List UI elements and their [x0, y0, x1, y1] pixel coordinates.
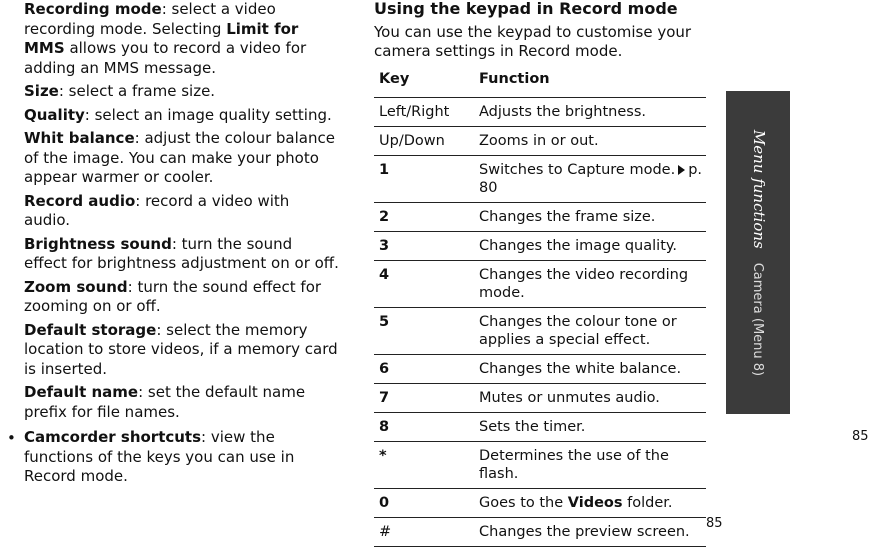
section-title: Using the keypad in Record mode: [374, 0, 678, 18]
key-cell: Up/Down: [374, 127, 479, 156]
bullet-term: Camcorder shortcuts: [24, 428, 202, 446]
function-text: Switches to Capture mode.: [479, 162, 676, 178]
option-term: Quality: [24, 105, 85, 124]
option-desc: : turn the sound effect for zooming on or off.: [24, 277, 322, 315]
option-term: Default name: [24, 383, 139, 401]
bullet-desc: : view the functions of the keys you can use in Record mode.: [24, 428, 295, 485]
table-row: [374, 355, 706, 384]
function-cell: Determines the use of the flash.: [479, 442, 706, 489]
key-cell: 7: [374, 384, 479, 413]
page-reference-arrow-icon: [678, 165, 685, 175]
page-number-footer: 85: [706, 516, 723, 531]
function-text: Goes to the: [479, 495, 568, 511]
option-term: Default storage: [24, 320, 157, 339]
side-tab-label: [749, 129, 767, 375]
function-cell: Changes the preview screen.: [479, 518, 706, 547]
table-row: [374, 442, 706, 489]
table-row: [374, 232, 706, 261]
option-term: Record audio: [24, 191, 136, 210]
option-recording-mode: [24, 0, 339, 78]
column-header-key: Key: [374, 69, 479, 98]
function-cell: Changes the frame size.: [479, 203, 706, 232]
option-strong: Limit for MMS: [24, 19, 299, 57]
table-row: [374, 127, 706, 156]
key-cell: *: [374, 442, 479, 489]
option-brightness-sound: [24, 235, 339, 274]
option-desc: : adjust the colour balance of the image. You can make your photo appear warmer or cooler.: [24, 129, 335, 186]
function-cell: Zooms in or out.: [479, 127, 706, 156]
table-row: [374, 413, 706, 442]
key-cell: 6: [374, 355, 479, 384]
key-cell: 2: [374, 203, 479, 232]
option-white-balance: [24, 129, 339, 188]
left-column: [24, 0, 339, 426]
column-header-function: Function: [479, 69, 706, 98]
option-desc: : select an image quality setting.: [84, 105, 332, 124]
function-cell: Adjusts the brightness.: [479, 98, 706, 127]
chapter-title: Menu functions: [750, 129, 768, 249]
option-desc: : record a video with audio.: [24, 191, 290, 229]
table-row: [374, 489, 706, 518]
function-cell: Changes the colour tone or applies a special effect.: [479, 308, 706, 355]
option-record-audio: [24, 192, 339, 231]
key-cell: 1: [374, 156, 479, 203]
function-cell: [479, 489, 706, 518]
option-term: Recording mode: [24, 0, 162, 18]
videos-folder-name: Videos: [567, 495, 623, 511]
option-desc: allows you to record a video for adding an MMS message.: [24, 39, 307, 77]
function-cell: [479, 156, 706, 203]
option-term: Zoom sound: [24, 277, 128, 296]
function-text: folder.: [622, 495, 673, 511]
chapter-subtitle: Camera (Menu 8): [750, 262, 765, 376]
option-desc: : turn the sound effect for brightness adjustment on or off.: [24, 234, 339, 272]
table-row: [374, 156, 706, 203]
key-cell: 5: [374, 308, 479, 355]
section-intro: You can use the keypad to customise your camera settings in Record mode.: [374, 23, 692, 60]
table-row: [374, 384, 706, 413]
table-header-row: [374, 69, 706, 98]
option-desc: : select a frame size.: [58, 82, 216, 100]
option-term: Size: [24, 82, 59, 100]
table-row: [374, 518, 706, 547]
key-cell: 0: [374, 489, 479, 518]
function-cell: Mutes or unmutes audio.: [479, 384, 706, 413]
option-term: Whit balance: [24, 129, 135, 147]
key-cell: 8: [374, 413, 479, 442]
chapter-side-tab: [726, 91, 790, 414]
bullet-icon: •: [7, 429, 16, 447]
function-cell: Changes the image quality.: [479, 232, 706, 261]
option-size: [24, 82, 339, 102]
option-quality: [24, 106, 339, 126]
option-term: Brightness sound: [24, 234, 172, 253]
option-default-name: [24, 383, 339, 422]
key-cell: #: [374, 518, 479, 547]
table-row: [374, 203, 706, 232]
option-desc: : select a video recording mode. Selecting: [24, 0, 276, 38]
page-reference: p. 80: [479, 162, 703, 196]
key-cell: 3: [374, 232, 479, 261]
function-cell: Changes the white balance.: [479, 355, 706, 384]
table-row: [374, 308, 706, 355]
function-cell: Sets the timer.: [479, 413, 706, 442]
page-number-side: 85: [852, 429, 869, 444]
key-cell: Left/Right: [374, 98, 479, 127]
table-row: [374, 98, 706, 127]
option-desc: : set the default name prefix for file names.: [24, 383, 306, 421]
option-zoom-sound: [24, 278, 339, 317]
table-row: [374, 261, 706, 308]
camcorder-shortcuts-item: [24, 428, 324, 487]
option-default-storage: [24, 321, 339, 380]
keypad-table: [374, 69, 706, 547]
function-cell: Changes the video recording mode.: [479, 261, 706, 308]
option-desc: : select the memory location to store videos, if a memory card is inserted.: [24, 320, 338, 378]
key-cell: 4: [374, 261, 479, 308]
